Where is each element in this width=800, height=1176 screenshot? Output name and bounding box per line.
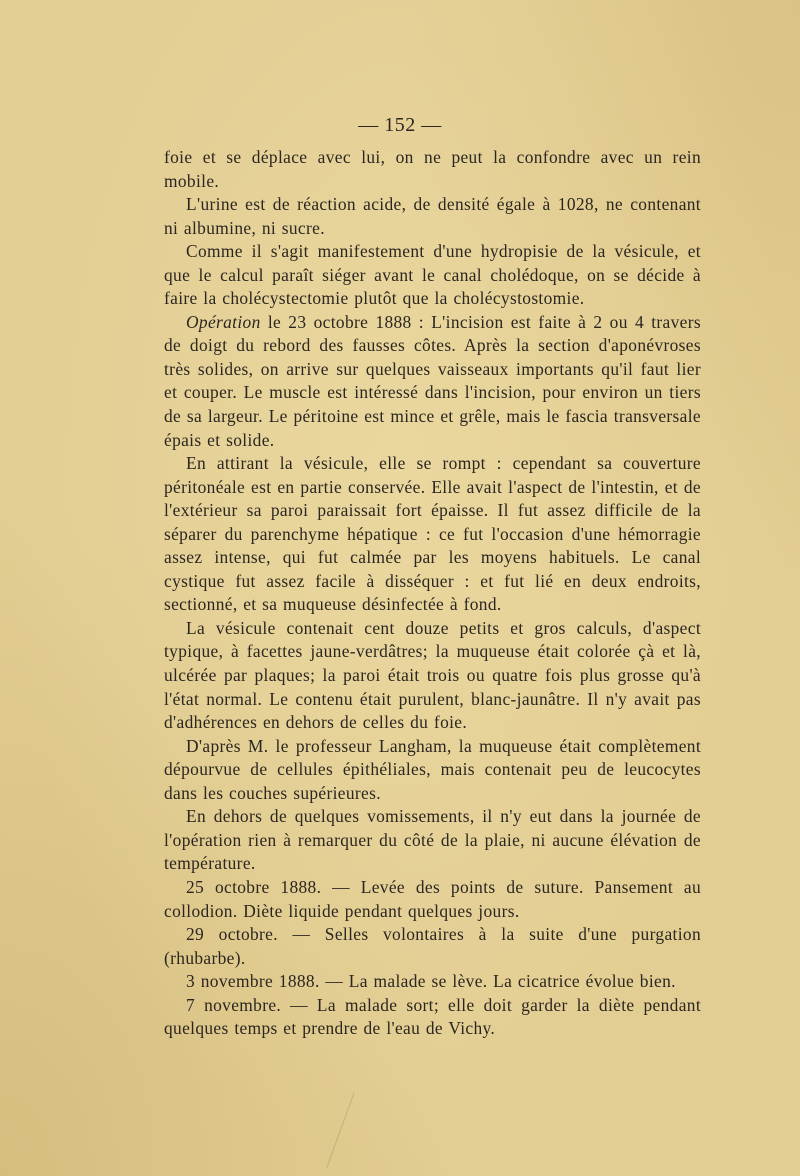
paragraph: D'après M. le professeur Langham, la muqueuse était complètement dépourvue de cellules épithéliales, mais contenait peu de leucocytes dans les couches supérieures. (164, 735, 701, 803)
paragraph: foie et se déplace avec lui, on ne peut la confondre avec un rein mobile. (164, 147, 701, 191)
paper-crease (326, 1092, 354, 1168)
paragraph: 25 octobre 1888. — Levée des points de suture. Pansement au collodion. Diète liquide pendant quelques jours. (164, 876, 701, 921)
paragraph: 3 novembre 1888. — La malade se lève. La cicatrice évolue bien. (186, 971, 676, 992)
paragraph: 7 novembre. — La malade sort; elle doit garder la diète pendant quelques temps et prendre de l'eau de Vichy. (164, 994, 701, 1039)
paragraph: 29 octobre. — Selles volontaires à la suite d'une purgation (rhubarbe). (164, 924, 701, 968)
paragraph: La vésicule contenait cent douze petits et gros calculs, d'aspect typique, à facettes jaune-verdâtres; la muqueuse était colorée çà et là, ulcérée par plaques; la paroi était trois ou quatre fois plus grosse qu'à l'état normal. Le contenu était purulent, blanc-jaunâtre. Il n'y avait pas d'adhérences en dehors de celles du foie. (164, 617, 701, 733)
italic-lead: Opération (186, 311, 261, 332)
page-number: — 152 — (358, 114, 442, 136)
paragraph: Opération le 23 octobre 1888 : L'incision est faite à 2 ou 4 travers de doigt du rebord des fausses côtes. Après la section d'aponévroses très solides, on arrive sur quelques vaisseaux importants qu'il faut lier et couper. Le muscle est intéressé dans l'incision, pour environ un tiers de sa largeur. Le péritoine est mince et grêle, mais le fascia transversale épais et solide. (164, 311, 701, 450)
paragraph: Comme il s'agit manifestement d'une hydropisie de la vésicule, et que le calcul paraît siéger avant le canal cholédoque, on se décide à faire la cholécystectomie plutôt que la cholécystostomie. (164, 241, 701, 309)
paragraph: L'urine est de réaction acide, de densité égale à 1028, ne contenant ni albumine, ni sucre. (164, 194, 701, 238)
paragraph: En dehors de quelques vomissements, il n'y eut dans la journée de l'opération rien à remarquer du côté de la plaie, ni aucune élévation de température. (164, 806, 701, 874)
body-text (164, 146, 701, 1041)
paragraph: En attirant la vésicule, elle se rompt : cependant sa couverture péritonéale est en partie conservée. Elle avait l'aspect de l'intestin, et de l'extérieur sa paroi paraissait fort épaisse. Il fut assez difficile de la séparer du parenchyme hépatique : ce fut l'occasion d'une hémorragie assez intense, qui fut calmée par les moyens habituels. Le canal cystique fut assez facile à disséquer : et fut lié en deux endroits, sectionné, et sa muqueuse désinfectée à fond. (164, 453, 701, 615)
